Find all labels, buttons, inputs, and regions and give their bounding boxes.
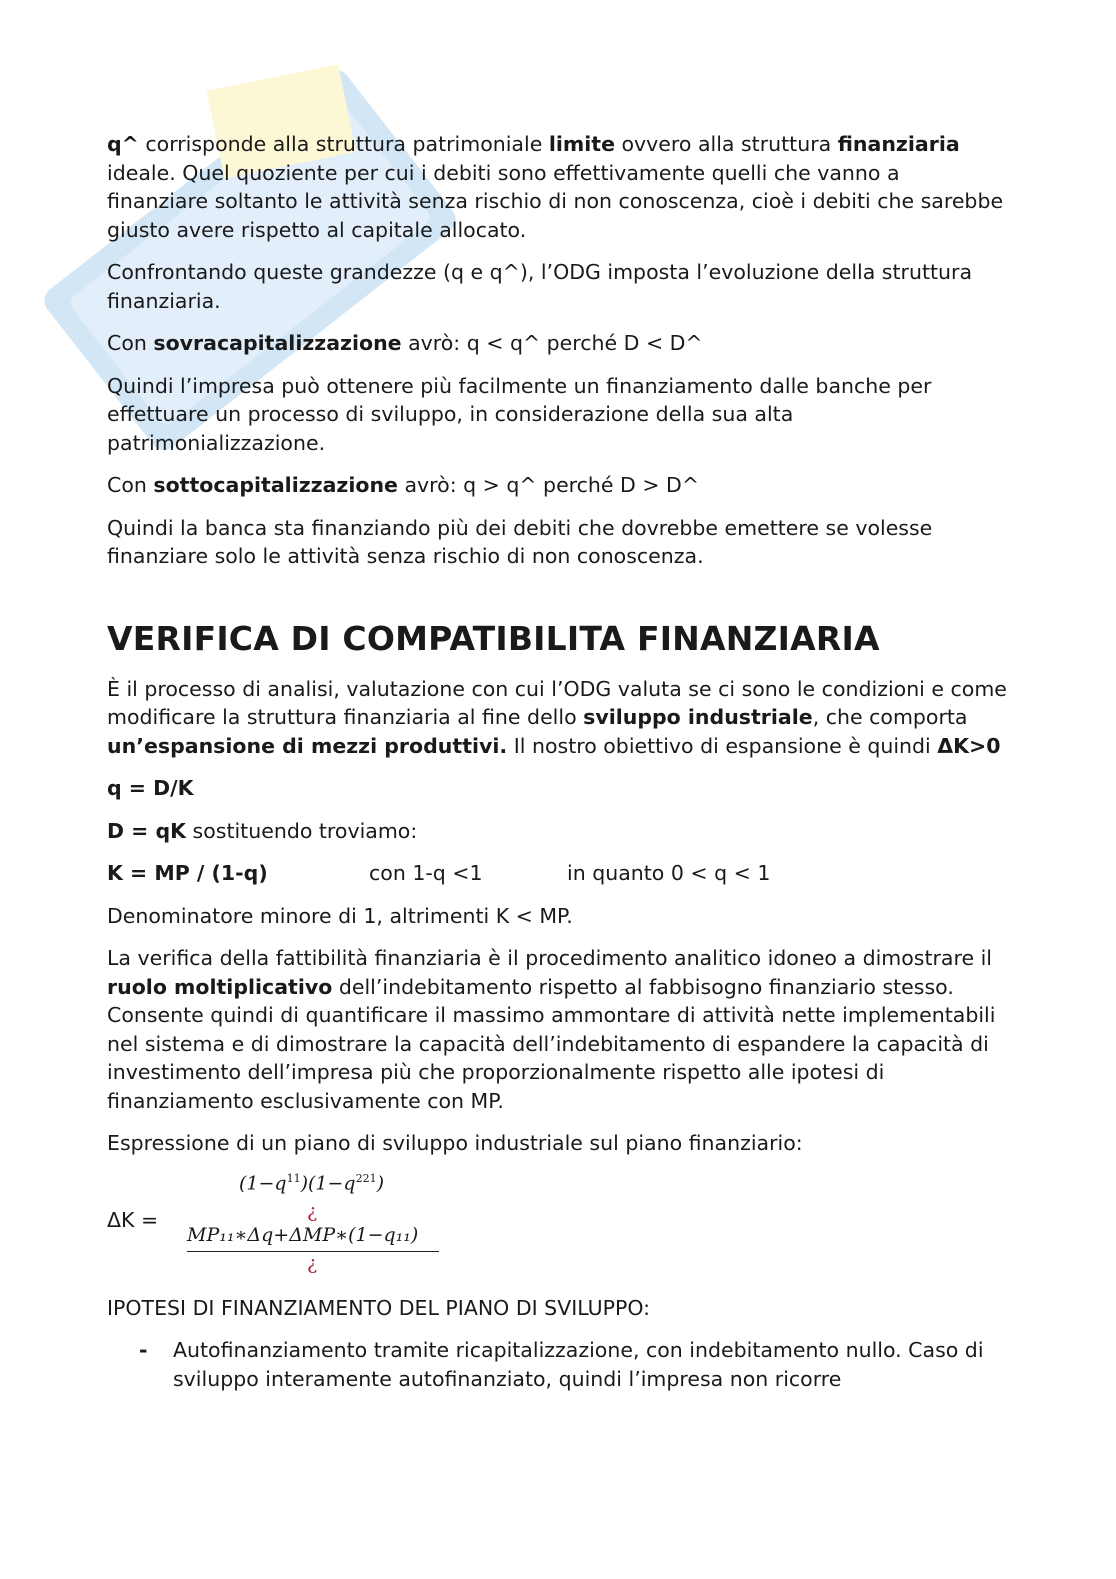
paragraph-verifica: La verifica della fattibilità finanziaria è il procedimento analitico idoneo a dimostrare il ruolo moltiplicativo dell’indebitamento rispetto al fabbisogno finanziario stesso. Consente quindi di quantificare il massimo ammontare di attività nette implementabili nel sistema e di dimostrare la capacità dell’indebitamento di espandere la capacità di investimento dell’impresa più che proporzionalmente rispetto alle ipotesi di finanziamento esclusivamente con MP. (107, 946, 996, 1113)
equation-k: K = MP / (1-q) con 1-q <1 in quanto 0 < q < 1 (107, 861, 771, 885)
paragraph-impresa-finanziamento: Quindi l’impresa può ottenere più facilmente un finanziamento dalle banche per effettuare un processo di sviluppo, in considerazione della sua alta patrimonializzazione. (107, 373, 932, 455)
term-sottocapitalizzazione: sottocapitalizzazione (153, 473, 398, 497)
term-ruolo-moltiplicativo: ruolo moltiplicativo (107, 974, 333, 999)
term-delta-k: ΔK>0 (937, 733, 1001, 758)
formula-numerator: $(1-q^{11})(1-q^{221})$ (239, 1171, 385, 1194)
term-espansione: un’espansione di mezzi produttivi. (107, 733, 508, 758)
paragraph-sovracapitalizzazione: Con sovracapitalizzazione avrò: q < q^ perché D < D^ (107, 331, 703, 355)
paragraph-confronto: Confrontando queste grandezze (q e q^), l’ODG imposta l’evoluzione della struttura finanziaria. (107, 260, 973, 313)
paragraph-ipotesi: IPOTESI DI FINANZIAMENTO DEL PIANO DI SVILUPPO: (107, 1295, 651, 1320)
term-q-hat: q^ (107, 132, 139, 156)
section-heading: VERIFICA DI COMPATIBILITA FINANZIARIA (107, 618, 880, 658)
paragraph-sottocapitalizzazione: Con sottocapitalizzazione avrò: q > q^ perché D > D^ (107, 473, 700, 497)
paragraph-processo-analisi: È il processo di analisi, valutazione con cui l’ODG valuta se ci sono le condizioni e come modificare la struttura finanziaria al fine dello sviluppo industriale, che comporta un’espansione di mezzi produttivi. Il nostro obiettivo di espansione è quindi ΔK>0 (107, 676, 1007, 758)
paragraph-denominatore: Denominatore minore di 1, altrimenti K < MP. (107, 903, 573, 928)
formula-denominator: MP₁₁∗Δq+ΔMP∗(1−q₁₁) (187, 1223, 419, 1246)
formula-glyph: ¿ (307, 1251, 318, 1274)
equation-q: q = D/K (107, 776, 194, 800)
term-limite: limite (548, 132, 615, 156)
formula-glyph: ¿ (307, 1199, 318, 1222)
paragraph-q-hat: q^ corrisponde alla struttura patrimoniale limite ovvero alla struttura finanziaria ideale. Quel quoziente per cui i debiti sono effettivamente quelli che vanno a finanziare soltanto le attività senza rischio di non conoscenza, cioè i debiti che sarebbe giusto avere rispetto al capitale allocato. (107, 132, 1004, 242)
term-sviluppo-industriale: sviluppo industriale (583, 705, 813, 729)
delta-k-formula: ΔK = $(1-q^{11})(1-q^{221})$ ¿ MP₁₁∗Δq+ΔMP∗(1−q₁₁) ¿ (107, 1172, 1007, 1280)
paragraph-espressione: Espressione di un piano di sviluppo industriale sul piano finanziario: (107, 1131, 803, 1155)
paragraph-banca: Quindi la banca sta finanziando più dei debiti che dovrebbe emettere se volesse finanziare solo le attività senza rischio di non conoscenza. (107, 515, 933, 568)
term-finanziaria: finanziaria (837, 132, 960, 156)
list-item: - Autofinanziamento tramite ricapitalizzazione, con indebitamento nullo. Caso di sviluppo interamente autofinanziato, quindi l’impresa non ricorre (139, 1338, 984, 1391)
equation-d: D = qK sostituendo troviamo: (107, 818, 418, 843)
document-body (107, 130, 1007, 1393)
term-sovracapitalizzazione: sovracapitalizzazione (153, 331, 402, 355)
